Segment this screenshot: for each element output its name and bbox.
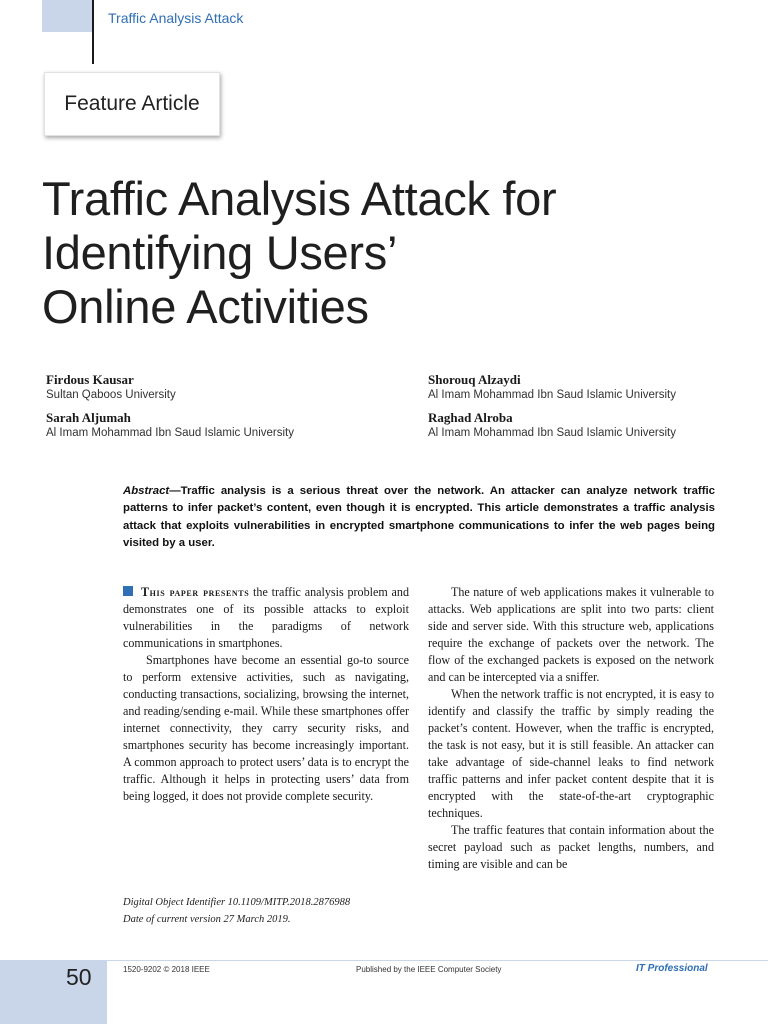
author-block xyxy=(46,372,176,403)
footer-issn: 1520-9202 © 2018 IEEE xyxy=(123,965,210,974)
body-paragraph: When the network traffic is not encrypted, it is easy to identify and classify the traffic by simply reading the packet’s content. However, when the traffic is encrypted, the task is not easy, but it is still feasible. An attacker can take advantage of side-channel leaks to find network traffic patterns and infer packet content despite that it is encrypted with the state-of-the-art cryptographic techniques. xyxy=(428,687,714,820)
doi-identifier: Digital Object Identifier 10.1109/MITP.2018.2876988 xyxy=(123,897,351,908)
title-line: Online Activities xyxy=(42,280,369,333)
lead-in: This paper presents xyxy=(141,585,250,599)
title-line: Traffic Analysis Attack for xyxy=(42,172,557,225)
abstract-label: Abstract xyxy=(123,485,170,497)
abstract-text: —Traffic analysis is a serious threat over the network. An attacker can analyze network traffic patterns to infer packet’s content, even though it is encrypted. This article demonstrates a traffic analysis attack that exploits vulnerabilities in encrypted smartphone communications to infer the web pages being visited by a user. xyxy=(123,485,715,549)
body-column-left xyxy=(123,584,409,805)
page-number: 50 xyxy=(66,964,92,990)
header-divider xyxy=(92,0,94,64)
section-label-box xyxy=(44,72,220,136)
abstract xyxy=(123,483,715,552)
author-affiliation: Al Imam Mohammad Ibn Saud Islamic University xyxy=(428,389,676,401)
author-affiliation: Al Imam Mohammad Ibn Saud Islamic University xyxy=(428,427,676,439)
section-bullet-icon xyxy=(123,586,133,596)
author-block xyxy=(428,372,676,403)
author-affiliation: Al Imam Mohammad Ibn Saud Islamic University xyxy=(46,427,294,439)
author-block xyxy=(428,410,676,441)
body-column-right xyxy=(428,584,714,873)
author-name: Raghad Alroba xyxy=(428,410,513,425)
footer-divider xyxy=(107,960,768,961)
section-label: Feature Article xyxy=(64,92,200,115)
article-title xyxy=(42,172,732,334)
running-head: Traffic Analysis Attack xyxy=(108,10,244,26)
footer-publisher: Published by the IEEE Computer Society xyxy=(356,965,502,974)
body-paragraph: The traffic features that contain information about the secret payload such as packet lengths, numbers, and timing are visible and can be xyxy=(428,823,714,871)
author-name: Sarah Aljumah xyxy=(46,410,131,425)
footer-journal: IT Professional xyxy=(636,963,708,974)
author-affiliation: Sultan Qaboos University xyxy=(46,389,176,401)
paragraph-text: the traffic analysis problem and demonstrates one of its possible attacks to exploit vulnerabilities in the paradigms of network communications in smartphones. xyxy=(123,585,410,650)
doi-note xyxy=(123,894,350,928)
title-line: Identifying Users’ xyxy=(42,226,398,279)
body-paragraph xyxy=(123,584,409,652)
author-name: Shorouq Alzaydi xyxy=(428,372,521,387)
body-paragraph: Smartphones have become an essential go-to source to perform extensive activities, such as navigating, conducting transactions, socializing, browsing the internet, and reading/sending e-mail. While these smartphones offer internet connectivity, they carry security risks, and smartphones security has become increasingly important. A common approach to protect users’ data is to encrypt the traffic. Although it helps in protecting users’ data from being logged, it does not provide complete security. xyxy=(123,653,409,803)
author-block xyxy=(46,410,294,441)
doi-date: Date of current version 27 March 2019. xyxy=(123,914,291,925)
author-name: Firdous Kausar xyxy=(46,372,134,387)
body-paragraph: The nature of web applications makes it vulnerable to attacks. Web applications are split into two parts: client side and server side. With this structure web, applications require the exchange of packets over the network. The flow of the exchanged packets is exposed on the network and can be intercepted via a sniffer. xyxy=(428,585,714,684)
header-color-block xyxy=(42,0,92,32)
